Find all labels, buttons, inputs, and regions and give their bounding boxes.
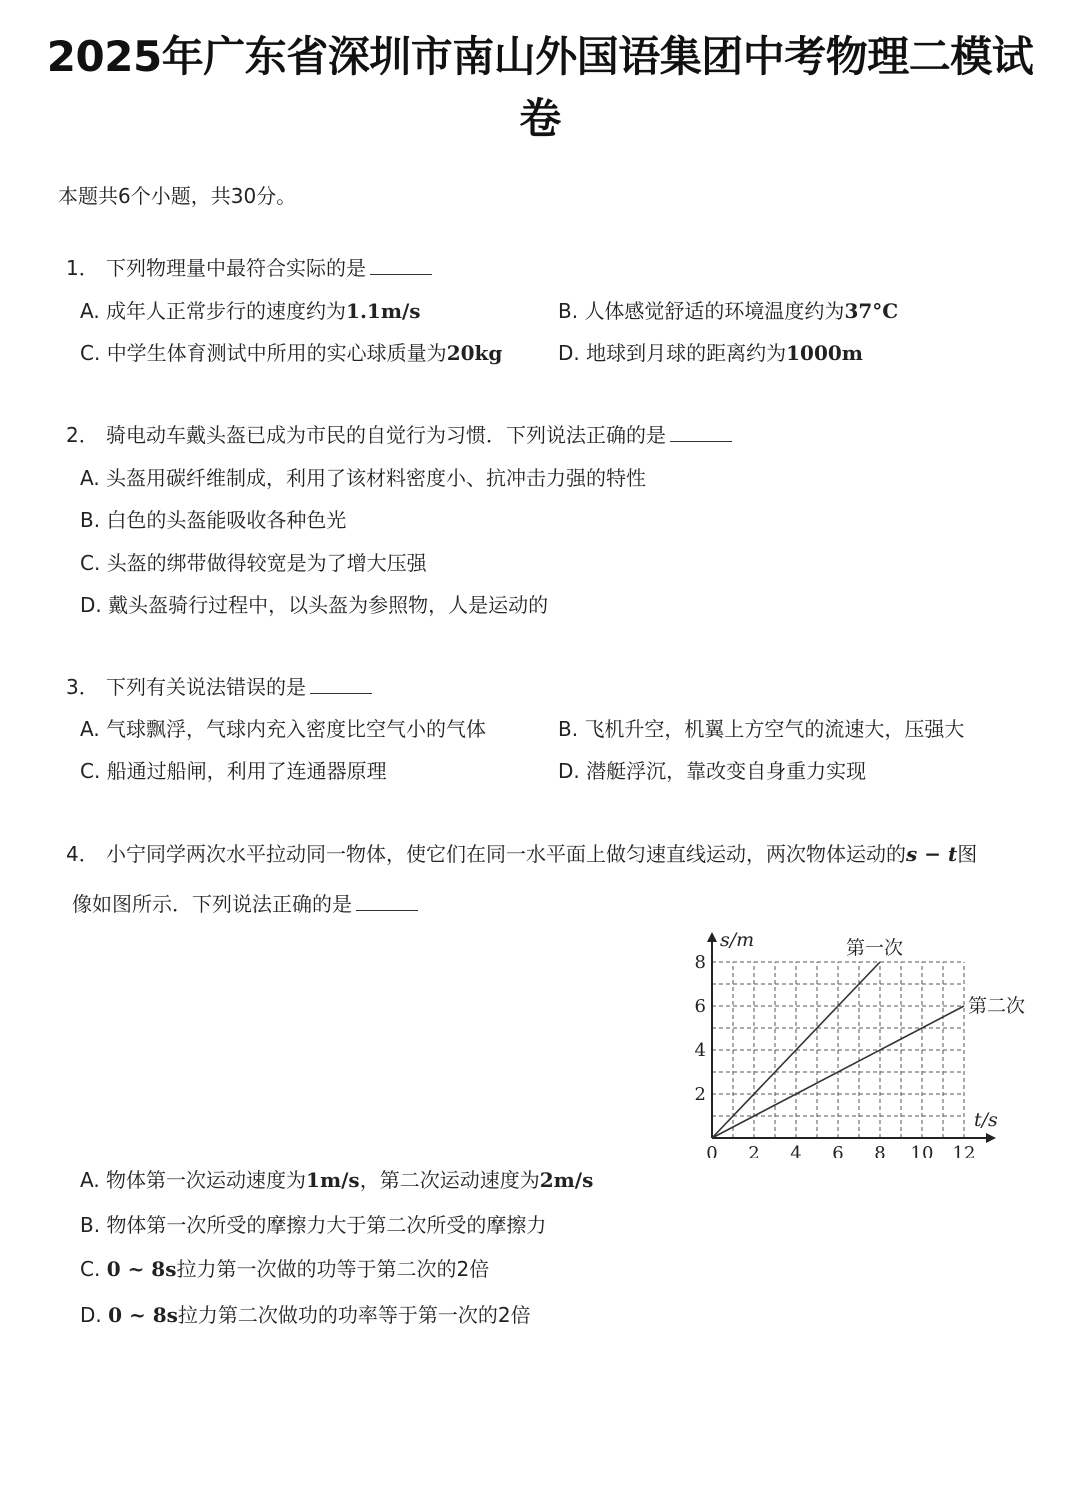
option-text: 中学生体育测试中所用的实心球质量为 (106, 341, 447, 365)
question-stem-continued: 像如图所示．下列说法正确的是 (72, 892, 352, 916)
option-text: 气球飘浮，气球内充入密度比空气小的气体 (106, 717, 487, 741)
answer-blank[interactable] (356, 892, 418, 911)
question-stem-math: s − t (906, 842, 958, 866)
option-math: 0 ~ 8s (108, 1303, 178, 1327)
x-tick-label: 0 (706, 1143, 718, 1158)
y-axis-label: s/m (720, 929, 755, 951)
option-4c[interactable] (80, 1257, 489, 1281)
y-tick-label: 4 (694, 1040, 706, 1061)
option-math: 1.1m/s (346, 299, 421, 323)
series-label-1: 第一次 (846, 937, 904, 959)
option-1d[interactable] (558, 341, 863, 365)
option-2b[interactable] (80, 508, 346, 532)
s-t-graph (690, 926, 1040, 1158)
option-math: 1000m (786, 341, 863, 365)
x-tick-label: 6 (832, 1143, 844, 1158)
option-math: 20kg (446, 341, 503, 365)
option-letter: A. (80, 466, 100, 490)
option-letter: B. (558, 717, 579, 741)
option-1c[interactable] (80, 341, 502, 365)
question-number: 2． (66, 423, 99, 447)
option-letter: A. (80, 299, 100, 323)
question-3 (66, 675, 372, 699)
option-letter: A. (80, 717, 100, 741)
x-axis-arrow (986, 1133, 996, 1143)
x-tick-label: 4 (790, 1143, 802, 1158)
question-4 (66, 842, 977, 866)
question-4-continued (72, 888, 418, 917)
option-letter: D. (80, 593, 102, 617)
y-axis-arrow (707, 932, 717, 942)
option-3d[interactable] (558, 759, 866, 783)
option-text: 头盔的绑带做得较宽是为了增大压强 (106, 551, 427, 575)
option-4a[interactable] (80, 1168, 593, 1192)
question-stem: 小宁同学两次水平拉动同一物体，使它们在同一水平面上做匀速直线运动，两次物体运动的 (106, 842, 906, 866)
option-text: 物体第一次运动速度为 (106, 1168, 307, 1192)
y-tick-label: 6 (694, 996, 706, 1017)
option-1a[interactable] (80, 299, 421, 323)
option-text: 物体第一次所受的摩擦力大于第二次所受的摩擦力 (106, 1213, 547, 1237)
option-letter: D. (558, 759, 580, 783)
option-text: 飞机升空，机翼上方空气的流速大，压强大 (584, 717, 965, 741)
option-text: 成年人正常步行的速度约为 (106, 299, 347, 323)
x-tick-label: 10 (910, 1143, 934, 1158)
option-letter: D. (80, 1303, 102, 1327)
option-text: 拉力第一次做的功等于第二次的2倍 (176, 1257, 490, 1281)
option-text: 船通过船闸，利用了连通器原理 (106, 759, 387, 783)
option-4b[interactable] (80, 1213, 546, 1237)
answer-blank[interactable] (310, 675, 372, 694)
x-tick-label: 2 (748, 1143, 760, 1158)
question-stem: 骑电动车戴头盔已成为市民的自觉行为习惯．下列说法正确的是 (106, 423, 666, 447)
page-title: 2025年广东省深圳市南山外国语集团中考物理二模试卷 (46, 32, 1034, 143)
option-letter: C. (80, 341, 101, 365)
x-tick-label: 12 (952, 1143, 976, 1158)
option-letter: C. (80, 1257, 101, 1281)
option-math: 1m/s (306, 1168, 360, 1192)
series-label-2: 第二次 (968, 995, 1026, 1017)
option-text: 白色的头盔能吸收各种色光 (106, 508, 347, 532)
option-letter: C. (80, 551, 101, 575)
option-letter: A. (80, 1168, 100, 1192)
option-1b[interactable] (558, 299, 898, 323)
y-tick-label: 8 (694, 952, 706, 973)
answer-blank[interactable] (370, 256, 432, 275)
option-math: 0 ~ 8s (106, 1257, 177, 1281)
option-math: 37°C (844, 299, 899, 323)
option-letter: B. (80, 1213, 101, 1237)
option-letter: D. (558, 341, 580, 365)
chart-axes (707, 932, 996, 1143)
option-3b[interactable] (558, 717, 964, 741)
option-letter: B. (558, 299, 579, 323)
option-3a[interactable] (80, 717, 486, 741)
question-2 (66, 423, 732, 447)
chart-grid (712, 962, 964, 1138)
option-2d[interactable] (80, 593, 548, 617)
y-tick-label: 2 (694, 1084, 706, 1105)
option-text: 头盔用碳纤维制成，利用了该材料密度小、抗冲击力强的特性 (106, 466, 647, 490)
question-1 (66, 256, 432, 280)
section-intro: 本题共6个小题，共30分。 (58, 184, 297, 208)
question-stem: 下列有关说法错误的是 (106, 675, 306, 699)
option-letter: C. (80, 759, 101, 783)
question-stem: 下列物理量中最符合实际的是 (106, 256, 366, 280)
answer-blank[interactable] (670, 423, 732, 442)
option-2c[interactable] (80, 551, 427, 575)
option-text: 人体感觉舒适的环境温度约为 (584, 299, 845, 323)
option-math: 2m/s (539, 1168, 594, 1192)
x-axis-label: t/s (974, 1109, 998, 1131)
question-number: 3． (66, 675, 99, 699)
option-text: 拉力第二次做功的功率等于第一次的2倍 (177, 1303, 531, 1327)
question-number: 1． (66, 256, 99, 280)
chart-labels (695, 929, 1025, 1158)
option-3c[interactable] (80, 759, 387, 783)
x-tick-label: 8 (874, 1143, 886, 1158)
option-text: 潜艇浮沉，靠改变自身重力实现 (586, 759, 867, 783)
option-text: ，第二次运动速度为 (359, 1168, 540, 1192)
option-2a[interactable] (80, 466, 646, 490)
question-stem-end: 图 (957, 842, 978, 866)
option-text: 地球到月球的距离约为 (586, 341, 787, 365)
option-text: 戴头盔骑行过程中，以头盔为参照物，人是运动的 (108, 593, 549, 617)
option-letter: B. (80, 508, 101, 532)
question-number: 4． (66, 842, 99, 866)
option-4d[interactable] (80, 1303, 531, 1327)
